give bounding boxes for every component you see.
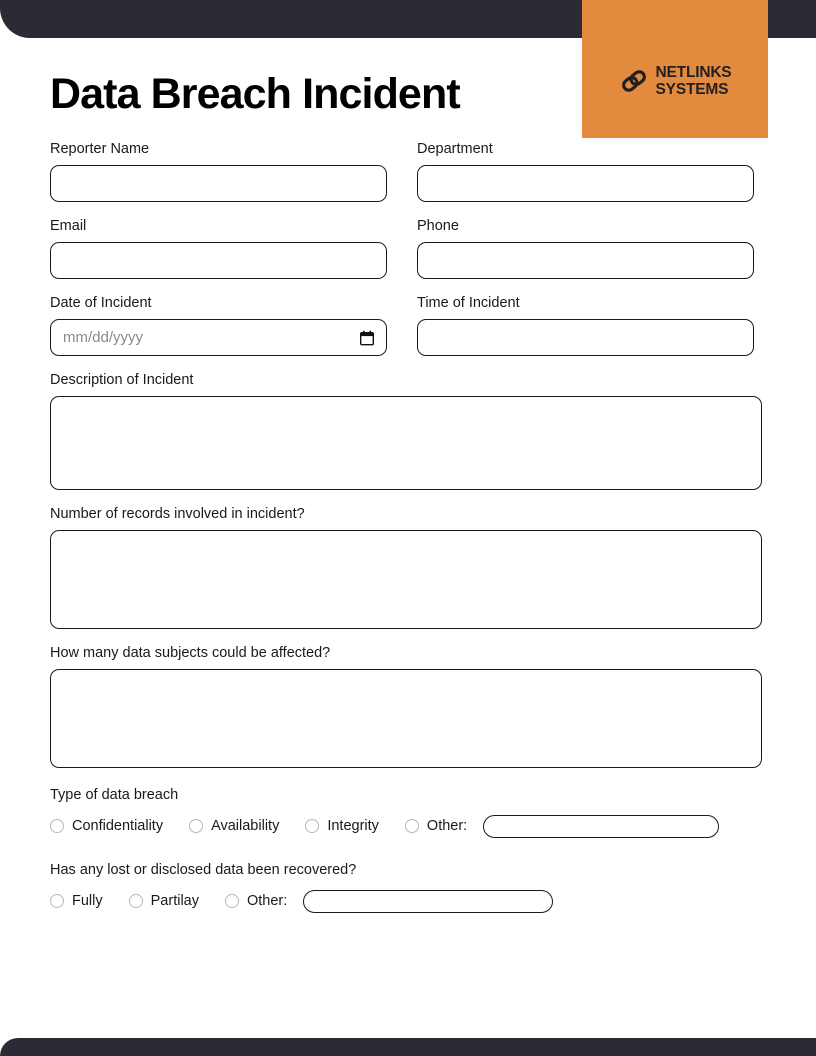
- company-logo: [582, 0, 768, 138]
- field-data-subjects-affected: [50, 644, 762, 768]
- radio-circle-icon[interactable]: [50, 894, 64, 908]
- radio-label: Partilay: [150, 893, 199, 909]
- logo-wordmark-line1: NETLINKS: [655, 64, 732, 81]
- label-date-of-incident: Date of Incident: [50, 295, 152, 311]
- field-data-recovered: [50, 861, 766, 914]
- radio-label: Integrity: [327, 818, 379, 834]
- field-reporter-name: [50, 140, 387, 202]
- field-time-of-incident: [417, 294, 754, 356]
- radio-recovered-fully[interactable]: [50, 892, 103, 910]
- form-row-1: [50, 140, 766, 217]
- incident-form: [50, 140, 766, 914]
- label-time-of-incident: Time of Incident: [417, 295, 520, 311]
- field-description: [50, 371, 762, 490]
- field-department: [417, 140, 754, 202]
- department-input[interactable]: [417, 165, 754, 202]
- phone-input[interactable]: [417, 242, 754, 279]
- radio-circle-icon[interactable]: [50, 819, 64, 833]
- chain-link-icon: [619, 66, 649, 96]
- description-textarea[interactable]: [50, 396, 762, 490]
- recovered-other-input[interactable]: [303, 890, 553, 913]
- radio-circle-icon[interactable]: [225, 894, 239, 908]
- label-data-subjects-affected: How many data subjects could be affected?: [50, 645, 331, 661]
- date-input-wrapper: [50, 319, 387, 356]
- field-phone: [417, 217, 754, 279]
- radio-label: Other:: [426, 818, 468, 834]
- radio-recovered-partially[interactable]: [129, 892, 199, 910]
- label-number-of-records: Number of records involved in incident?: [50, 506, 305, 522]
- breach-type-radio-row: [50, 813, 766, 839]
- radio-breach-other[interactable]: [405, 815, 719, 838]
- radio-breach-confidentiality[interactable]: [50, 817, 163, 835]
- radio-breach-availability[interactable]: [189, 817, 279, 835]
- field-email: [50, 217, 387, 279]
- label-breach-type: Type of data breach: [50, 787, 179, 803]
- recovered-radio-row: [50, 888, 766, 914]
- email-input[interactable]: [50, 242, 387, 279]
- radio-circle-icon[interactable]: [305, 819, 319, 833]
- field-date-of-incident: [50, 294, 387, 356]
- radio-circle-icon[interactable]: [129, 894, 143, 908]
- logo-wordmark-line2: SYSTEMS: [655, 81, 729, 98]
- label-data-recovered: Has any lost or disclosed data been recovered?: [50, 862, 357, 878]
- radio-label: Availability: [211, 818, 280, 834]
- form-row-3: [50, 294, 766, 371]
- radio-breach-integrity[interactable]: [305, 817, 379, 835]
- field-breach-type: [50, 786, 766, 839]
- logo-inner: [619, 64, 732, 98]
- label-email: Email: [50, 218, 87, 234]
- label-department: Department: [417, 141, 493, 157]
- radio-label: Fully: [72, 893, 103, 909]
- radio-label: Confidentiality: [72, 818, 164, 834]
- field-number-of-records: [50, 505, 762, 629]
- form-row-2: [50, 217, 766, 294]
- radio-circle-icon[interactable]: [405, 819, 419, 833]
- date-of-incident-input[interactable]: [50, 319, 387, 356]
- radio-recovered-other[interactable]: [225, 890, 553, 913]
- label-phone: Phone: [417, 218, 459, 234]
- label-description: Description of Incident: [50, 372, 194, 388]
- data-subjects-affected-textarea[interactable]: [50, 669, 762, 768]
- time-of-incident-input[interactable]: [417, 319, 754, 356]
- reporter-name-input[interactable]: [50, 165, 387, 202]
- radio-label: Other:: [246, 893, 288, 909]
- number-of-records-textarea[interactable]: [50, 530, 762, 629]
- logo-wordmark: [656, 64, 732, 98]
- radio-circle-icon[interactable]: [189, 819, 203, 833]
- page-title: Data Breach Incident: [50, 70, 460, 118]
- label-reporter-name: Reporter Name: [50, 141, 150, 157]
- breach-type-other-input[interactable]: [483, 815, 719, 838]
